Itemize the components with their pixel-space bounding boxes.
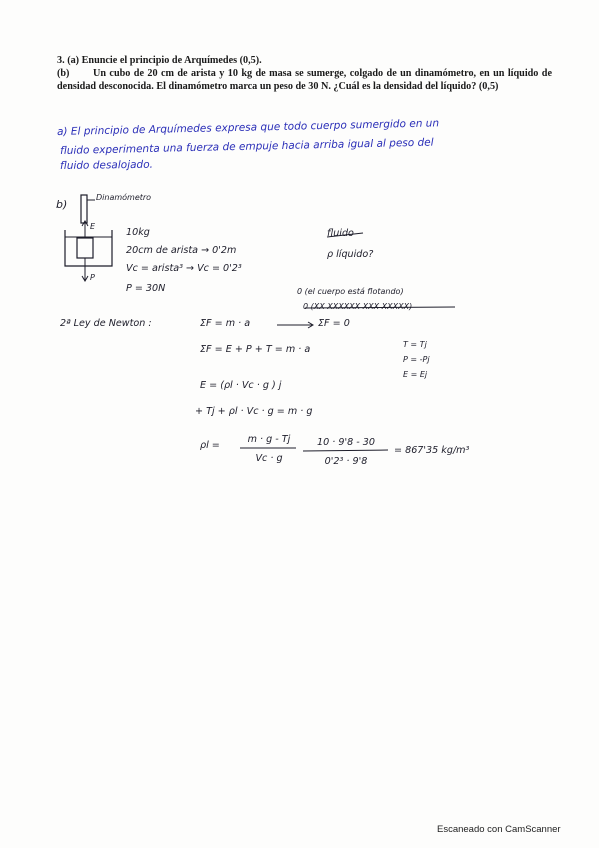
question-b-label: (b) <box>57 68 70 79</box>
density-lhs: ρl = <box>200 440 220 451</box>
buoyancy-equation: E = (ρl · Vc · g ) j <box>200 380 282 391</box>
balance-equation: + Tj + ρl · Vc · g = m · g <box>195 406 313 417</box>
fraction-1-denominator: Vc · g <box>255 453 283 464</box>
fraction-1-numerator: m · g - Tj <box>247 434 291 445</box>
cube-volume: Vc = arista³ → Vc = 0'2³ <box>126 263 242 274</box>
struck-fluido: fluido <box>327 228 354 239</box>
newton-label: 2ª Ley de Newton : <box>60 318 152 329</box>
question-b-text: Un cubo de 20 cm de arista y 10 kg de masa se sumerge, colgado de un dinamómetro, en un líquido de densidad desconocida. El dinamómetro marca un peso de 30 N. ¿Cuál es la densidad del líquido? (0,5) <box>57 68 552 92</box>
question-title: 3. (a) Enuncie el principio de Arquímedes (0,5). <box>57 55 262 66</box>
force-sum: ΣF = E + P + T = m · a <box>200 344 311 355</box>
answer-a-line-2: fluido experimenta una fuerza de empuje hacia arriba igual al peso del <box>59 136 434 157</box>
answer-a-line-3: fluido desalojado. <box>59 158 154 172</box>
label-E: E <box>90 222 96 231</box>
unknown-density: ρ líquido? <box>327 249 374 260</box>
fraction-bar-2 <box>303 450 388 451</box>
newton-equation: ΣF = m · a <box>200 318 251 329</box>
label-P: P <box>90 273 95 282</box>
mass-value: 10kg <box>126 227 150 238</box>
answer-a-line-1: a) El principio de Arquímedes expresa que todo cuerpo sumergido en un <box>56 117 440 138</box>
edge-length: 20cm de arista → 0'2m <box>126 245 237 256</box>
weight-vector: P = -Pj <box>403 355 430 364</box>
buoyancy-vector: E = Ej <box>403 370 428 379</box>
scanner-watermark: Escaneado con CamScanner <box>437 824 561 835</box>
density-result: = 867'35 kg/m³ <box>394 445 470 456</box>
fraction-2-denominator: 0'2³ · 9'8 <box>324 456 368 467</box>
dynamometer-body <box>81 195 87 223</box>
cube <box>77 238 93 258</box>
net-force-zero: ΣF = 0 <box>318 318 350 329</box>
answer-b-label: b) <box>56 198 68 211</box>
dynamometer-label: Dinamómetro <box>96 193 152 202</box>
crossed-note: 0 (XX XXXXXX XXX XXXXX) <box>303 302 413 311</box>
vessel <box>65 230 112 266</box>
tension-vector: T = Tj <box>403 340 427 349</box>
floating-note: 0 (el cuerpo está flotando) <box>297 287 404 296</box>
fraction-2-numerator: 10 · 9'8 - 30 <box>317 437 375 448</box>
dynamometer-weight: P = 30N <box>126 283 166 294</box>
